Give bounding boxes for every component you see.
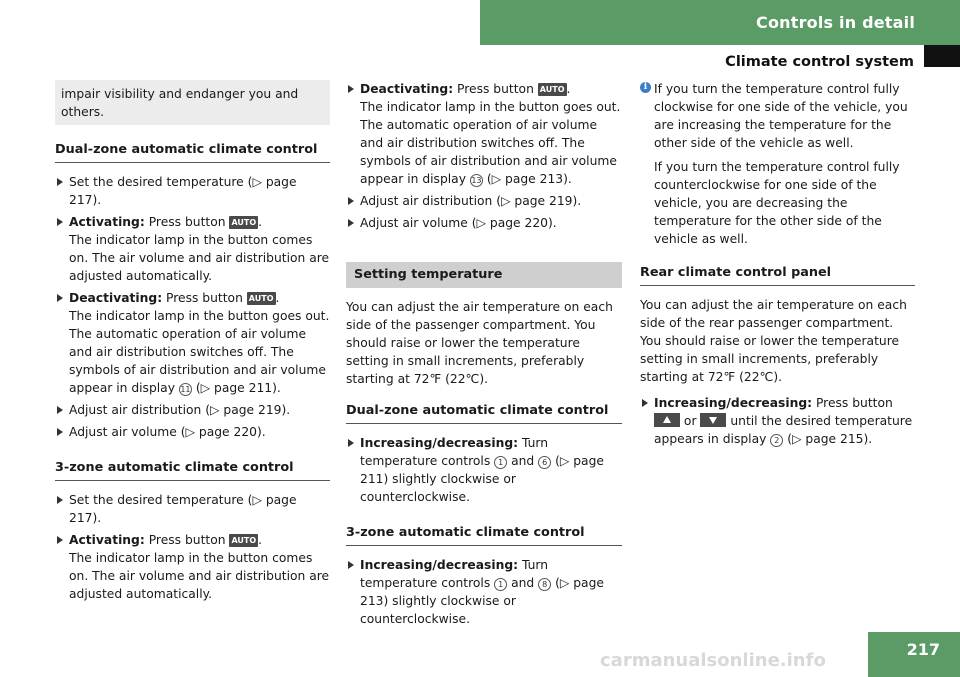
item-text: Press button [166,291,243,305]
auto-button-symbol: AUTO [231,218,257,227]
item-text: Press button [457,82,534,96]
column-left [55,80,330,607]
arrow-up-icon [654,413,680,427]
list-item [346,556,622,628]
item-label: Deactivating: [360,82,454,96]
info-text: If you turn the temperature control fully clockwise for one side of the vehicle, you are increasing the temperature for the other side of the vehicle as well. [654,82,908,150]
section-title: Climate control system [725,54,914,70]
callout-number: 13 [471,176,482,185]
auto-button-symbol: AUTO [231,536,257,545]
item-description [654,412,915,448]
list-item [55,289,330,397]
item-text: . [566,82,571,96]
list-item: Adjust air distribution (▷ page 219). [346,192,622,210]
item-text: or [683,414,697,428]
item-text: until the desired temperature appears in display [654,414,913,446]
list-item [640,394,915,448]
item-description: The indicator lamp in the button comes on. The air volume and air distribution are adjusted automatically. [69,233,330,283]
dual-zone-heading: Dual-zone automatic climate control [55,141,330,163]
list-item: Adjust air volume (▷ page 220). [346,214,622,232]
rear-panel-paragraph: You can adjust the air temperature on each side of the rear passenger compartment. You should raise or lower the temperature setting in small increments, preferably starting at 72℉ (22℃). [640,298,907,384]
column-right [640,80,915,452]
page-number: 217 [906,640,940,659]
three-zone-heading: 3-zone automatic climate control [346,524,622,546]
arrow-down-icon [700,413,726,427]
item-text: Press button [815,396,893,410]
callout-number: 1 [494,456,507,469]
item-text: Turn temperature controls [360,436,549,468]
info-text: If you turn the temperature control fully counterclockwise for one side of the vehicle, you are decreasing the temperature for the other side of the vehicle as well. [654,160,900,246]
page-reference: (▷ page 213). [486,172,572,186]
callout-number: 1 [494,578,507,591]
setting-temperature-heading: Setting temperature [346,262,622,288]
item-label: Activating: [69,533,145,547]
item-text: and [511,454,535,468]
rear-panel-heading: Rear climate control panel [640,264,915,286]
callout-number: 8 [538,578,551,591]
item-text: The indicator lamp in the button goes out. The automatic operation of air volume and air distribution switches off. The symbols of air distribution and air volume appear in display [69,309,330,395]
callout-number: 2 [770,434,783,447]
column-middle [346,80,622,632]
item-text: The indicator lamp in the button goes out. The automatic operation of air volume and air distribution switches off. The symbols of air distribution and air volume appear in display [360,100,621,186]
page-reference: (▷ page 211). [195,381,281,395]
callout-number: 11 [180,385,191,394]
auto-button-symbol: AUTO [248,294,274,303]
item-text: . [258,533,263,547]
page-reference: (▷ page 213) slightly clockwise or counterclockwise. [360,576,604,626]
page-reference: (▷ page 215). [787,432,873,446]
item-label: Increasing/decreasing: [654,396,813,410]
list-item [346,434,622,506]
three-zone-heading: 3-zone automatic climate control [55,459,330,481]
list-item: Set the desired temperature (▷ page 217). [55,173,330,209]
chapter-title: Controls in detail [756,13,915,32]
info-note [640,80,915,248]
section-marker [924,45,960,67]
item-text: . [275,291,280,305]
item-text: Press button [148,215,226,229]
list-item: Set the desired temperature (▷ page 217). [55,491,330,527]
list-item [55,531,330,603]
item-text: . [258,215,263,229]
setting-temperature-paragraph: You can adjust the air temperature on each side of the passenger compartment. You should raise or lower the temperature setting in small increments, preferably starting at 72℉ (22℃). [346,300,613,386]
info-icon: i [640,82,651,93]
item-text: Turn temperature controls [360,558,549,590]
list-item: Adjust air distribution (▷ page 219). [55,401,330,419]
warning-continuation: impair visibility and endanger you and others. [55,80,330,125]
watermark: carmanualsonline.info [600,650,826,671]
item-label: Increasing/decreasing: [360,558,519,572]
item-description [69,307,330,397]
item-label: Increasing/decreasing: [360,436,519,450]
item-text: and [511,576,535,590]
item-text: Press button [148,533,226,547]
item-description: The indicator lamp in the button comes on. The air volume and air distribution are adjusted automatically. [69,551,330,601]
list-item [55,213,330,285]
item-description [360,98,622,188]
item-label: Deactivating: [69,291,163,305]
dual-zone-heading: Dual-zone automatic climate control [346,402,622,424]
item-label: Activating: [69,215,145,229]
callout-number: 6 [538,456,551,469]
list-item: Adjust air volume (▷ page 220). [55,423,330,441]
auto-button-symbol: AUTO [539,85,565,94]
page-reference: (▷ page 211) slightly clockwise or counterclockwise. [360,454,604,504]
list-item [346,80,622,188]
